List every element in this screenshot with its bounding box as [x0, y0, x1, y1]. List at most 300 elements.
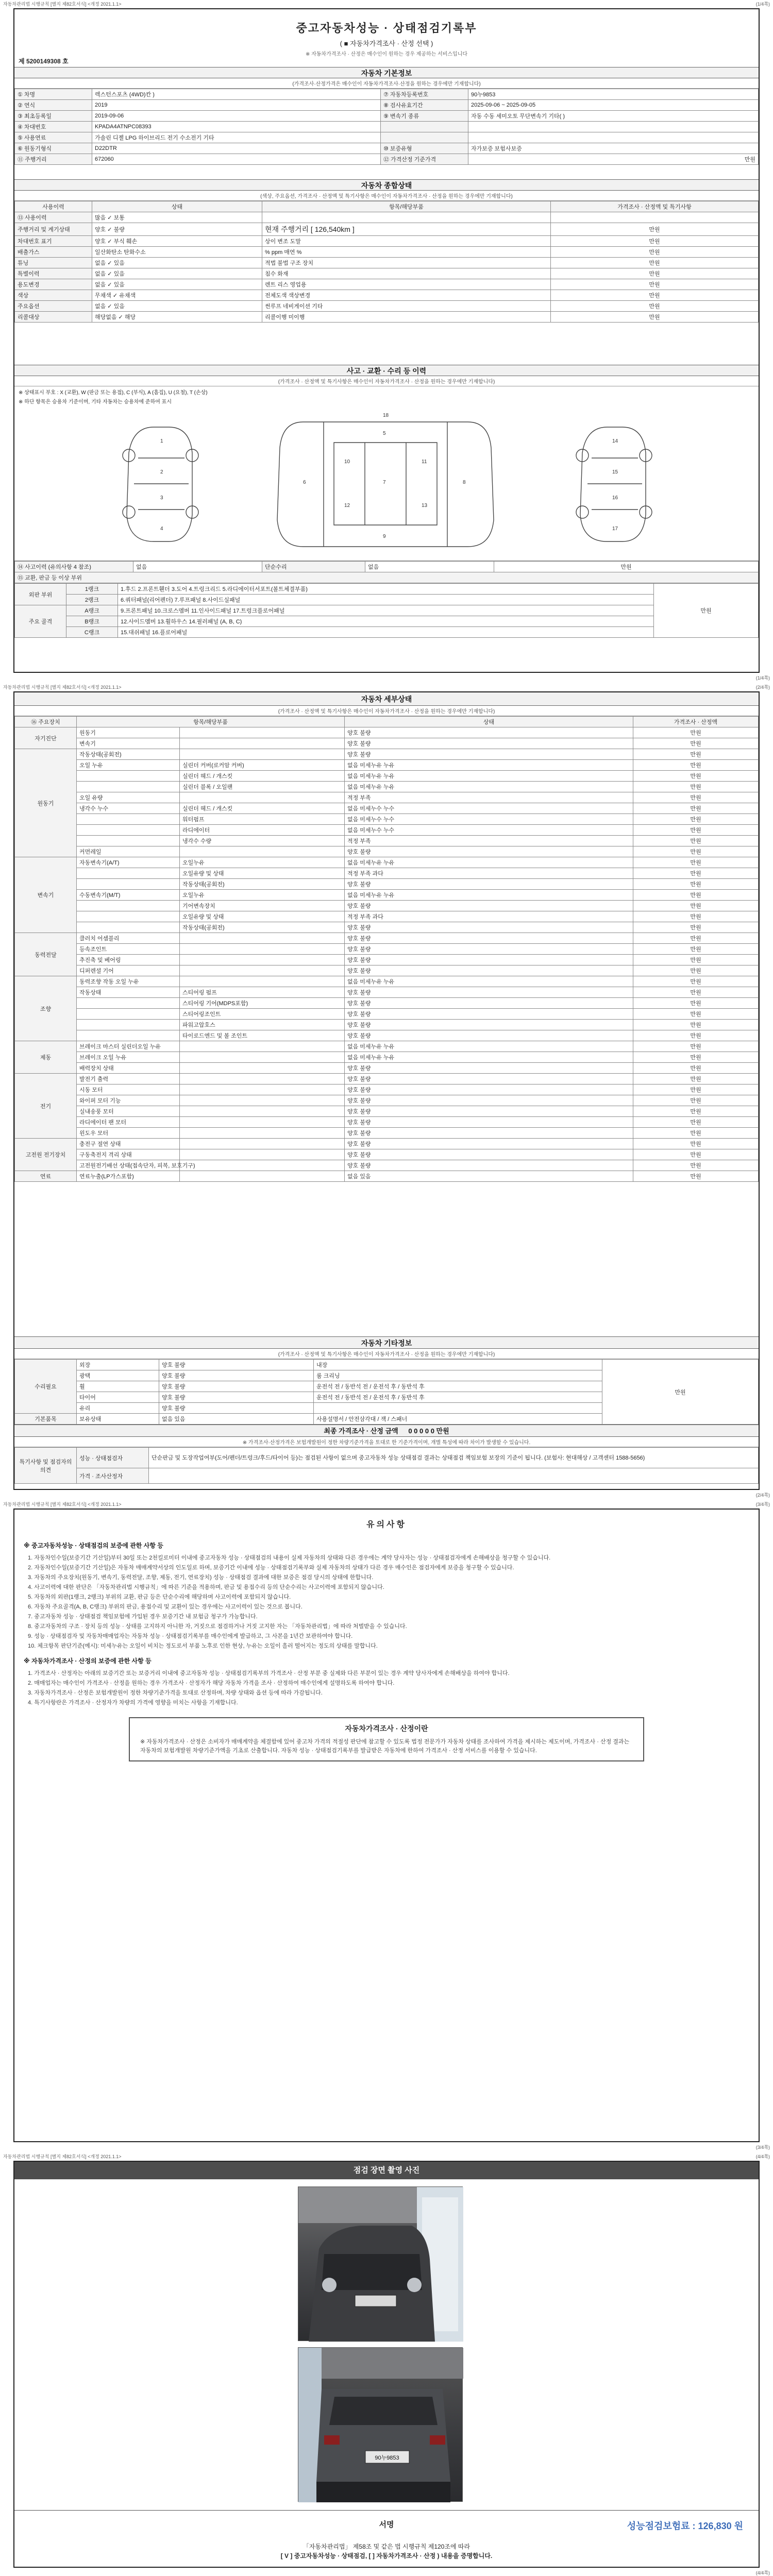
notice-item: 7. 중고자동차 성능 · 상태점검 책임보험에 가입된 경우 보증기간 내 보험금 청구가 가능합니다. [28, 1614, 258, 1620]
detail-status: 양호 불량 [345, 933, 633, 944]
detail-row [15, 1030, 759, 1041]
detail-status: 양호 불량 [345, 1009, 633, 1020]
part-number-label: 15 [612, 469, 618, 475]
detail-item: 작동상태 [77, 987, 180, 998]
detail-status: 적정 부족 과다 [345, 911, 633, 922]
etc-row: 기본품목 보유상태 없음 있음 사용설명서 / 안전삼각대 / 잭 / 스패너 [15, 1414, 759, 1425]
detail-status: 양호 불량 [345, 955, 633, 965]
detail-group-label: 조향 [15, 976, 77, 1041]
detail-price: 만원 [633, 825, 759, 836]
detail-item [180, 933, 345, 944]
detail-group-label: 동력전달 [15, 933, 77, 976]
page-footer: (4/4쪽) [755, 2570, 770, 2575]
detail-item: 커먼레일 [77, 846, 180, 857]
mileage-value: 672060 [92, 154, 381, 165]
detail-price: 만원 [633, 803, 759, 814]
detail-price: 만원 [633, 792, 759, 803]
detail-item: 클러치 어셈블리 [77, 933, 180, 944]
detail-price: 만원 [633, 836, 759, 846]
detail-item: 오일유량 및 상태 [180, 911, 345, 922]
detail-item [180, 738, 345, 749]
etc-row: 타이어 양호 불량 운전석 전 / 동반석 전 / 운전석 후 / 동반석 후 [15, 1392, 759, 1403]
photo-front-image [298, 2187, 463, 2342]
price-appraisal-title: 자동차가격조사 · 산정이란 [345, 1724, 428, 1733]
detail-item: 냉각수 누수 [77, 803, 180, 814]
notice-item: 3. 자동차의 주요장치(원동기, 변속기, 동력전달, 조향, 제동, 전기, 연료장치) 성능 · 상태점검 결과에 대한 보증은 점검 당시의 상태에 한합니다. [28, 1574, 374, 1581]
running-header: 자동차관리법 시행규칙 [별지 제82호서식] <개정 2021.1.1> (2/4쪽) [3, 685, 770, 690]
insurance-fee: 성능점검보험료 : 126,830 원 [627, 2521, 743, 2531]
notice-item: 1. 가격조사 · 산정자는 아래의 보증기간 또는 보증거리 이내에 중고자동차 성능 · 상태점검기록부의 가격조사 · 산정 부분 중 실제와 다른 부분이 있는 경우 계약 당사자에게 손해배상을 하여야 합니다. [28, 1670, 510, 1676]
part-number-label: 3 [160, 495, 163, 501]
notice-item: 2. 매매업자는 매수인이 가격조사 · 산정을 원하는 경우 가격조사 · 산정자가 해당 자동차 가격을 조사 · 산정하여 매수인에게 설명하도록 하여야 합니다. [28, 1680, 395, 1686]
detail-row [15, 782, 759, 792]
running-header: 자동차관리법 시행규칙 [별지 제82호서식] <개정 2021.1.1> (1/4쪽) [3, 2, 770, 7]
detail-price: 만원 [633, 998, 759, 1009]
detail-price: 만원 [633, 1041, 759, 1052]
detail-item [180, 1095, 345, 1106]
detail-status: 없음 미세누유 누유 [345, 1052, 633, 1063]
detail-status: 양호 불량 [345, 1139, 633, 1149]
detail-group-label: 제동 [15, 1041, 77, 1074]
detail-item: 라디에이터 [180, 825, 345, 836]
detail-price: 만원 [633, 879, 759, 890]
detail-status: 양호 불량 [345, 987, 633, 998]
etc-row: 휠 양호 불량 운전석 전 / 동반석 전 / 운전석 후 / 동반석 후 [15, 1381, 759, 1392]
etc-title: 자동차 기타정보 [14, 1336, 759, 1349]
detail-item [180, 792, 345, 803]
detail-price: 만원 [633, 1171, 759, 1182]
detail-price: 만원 [633, 1117, 759, 1128]
detail-row [15, 771, 759, 782]
detail-item [180, 965, 345, 976]
remark-row: 특기사항 및 점검자의 의견 성능 · 상태점검자 단순판금 및 도장작업여부(도어/펜더/트렁크/후드/타이어 등)는 점검된 사항이 없으며 중고자동차 성능 상태점검 결과는 상태점검 책임보험 보장의 기준이 됩니다. (보험사: 현대해상 / 고객센터 1588-5656) [15, 1448, 759, 1468]
detail-price: 만원 [633, 1052, 759, 1063]
document-subtitle: ( ■ 자동차가격조사 · 산정 선택 ) [340, 40, 433, 47]
detail-status: 양호 불량 [345, 1030, 633, 1041]
detail-row [15, 727, 759, 738]
detail-status: 양호 불량 [345, 1095, 633, 1106]
final-price-note: ※ 가격조사·산정가격은 보험개발원이 정한 차량기준가격을 토대로 한 기준가격이며, 개별 특성에 따라 차이가 발생할 수 있습니다. [14, 1437, 759, 1447]
final-price-row: 최종 가격조사 · 산정 금액 0 0 0 0 0 만원 [14, 1425, 759, 1437]
detail-group-label: 전기 [15, 1074, 77, 1139]
detail-row [15, 1160, 759, 1171]
detail-item [180, 1128, 345, 1139]
part-number-label: 7 [383, 480, 386, 485]
detail-item [77, 825, 180, 836]
detail-status: 양호 불량 [345, 1063, 633, 1074]
detail-row [15, 760, 759, 771]
detail-status: 적정 부족 과다 [345, 868, 633, 879]
document-title: 중고자동차성능 · 상태점검기록부 [296, 22, 477, 35]
detail-item: 실린더 헤드 / 개스킷 [180, 803, 345, 814]
detail-row [15, 955, 759, 965]
accident-legend: ※ 상태표시 부호 : X (교환), W (판금 또는 용접), C (부식), A (흠집), U (요철), T (손상) [19, 390, 208, 396]
detail-price: 만원 [633, 1009, 759, 1020]
detail-item: 수동변속기(M/T) [77, 890, 180, 901]
detail-item: 실내송풍 모터 [77, 1106, 180, 1117]
detail-price: 만원 [633, 1139, 759, 1149]
detail-row [15, 911, 759, 922]
detail-item [180, 1171, 345, 1182]
detail-price: 만원 [633, 1020, 759, 1030]
rank-row: 외판 부위 1랭크 1.후드 2.프론트휀더 3.도어 4.트렁크리드 5.라디에이터서포트(볼트체결부품) 만원 [15, 584, 759, 595]
detail-status: 양호 불량 [345, 1117, 633, 1128]
detail-item: 작동상태(공회전) [77, 749, 180, 760]
basic-row: ⑪ 주행거리 672060 ⑫ 가격산정 기준가격 만원 [15, 154, 759, 165]
detail-item: 기어변속장치 [180, 901, 345, 911]
accident-title: 사고 · 교환 · 수리 등 이력 [14, 365, 759, 376]
detail-status: 없음 미세누수 누수 [345, 803, 633, 814]
rank-table [14, 583, 759, 638]
outer-part-header: ⑮ 교환, 판금 등 이상 부위 [15, 572, 759, 583]
detail-item [180, 1074, 345, 1084]
detail-item: 디퍼렌셜 기어 [77, 965, 180, 976]
part-number-label: 10 [344, 459, 350, 465]
detail-item [180, 1117, 345, 1128]
basic-row: ① 차명 렉스턴스포츠 (4WD)칸 ) ⑦ 자동차등록번호 90누9853 [15, 89, 759, 100]
detail-price: 만원 [633, 944, 759, 955]
detail-group-label: 고전원 전기장치 [15, 1139, 77, 1171]
etc-row: 유리 양호 불량 [15, 1403, 759, 1414]
inspection-sheet-page2 [13, 691, 760, 1490]
detail-item: 오일 유량 [77, 792, 180, 803]
detail-row [15, 922, 759, 933]
part-number-label: 9 [383, 534, 386, 539]
rank-row: 주요 골격 A랭크 9.프론트패널 10.크로스멤버 11.인사이드패널 17.트렁크플로어패널 [15, 605, 759, 616]
simple-repair-value: 없음 [365, 562, 494, 572]
detail-table [14, 716, 759, 1182]
price-appraisal-text: ※ 자동차가격조사 · 산정은 소비자가 매매계약을 체결함에 있어 중고차 가격의 적절성 판단에 참고할 수 있도록 법정 전문가가 자동차 상태를 조사하여 가격을 제시하는 제도이며, 가격조사 · 산정 결과는 자동차의 보험개발원 차량기준가액을 기초로 산출합니다. 자동차 성능 · 상태점검기록부를 발급받은 자동차에 한하여 가격조사 · 산정 서비스를 이용할 수 있습니다. [140, 1739, 630, 1754]
basic-row: ④ 차대번호 KPADA4ATNPC08393 [15, 122, 759, 132]
detail-row [15, 976, 759, 987]
notice-title: 유의사항 [366, 1520, 407, 1529]
detail-item: 타이로드엔드 및 볼 조인트 [180, 1030, 345, 1041]
detail-price: 만원 [633, 857, 759, 868]
license-plate: 90누9853 [375, 2455, 399, 2461]
detail-item [180, 1106, 345, 1117]
detail-price: 만원 [633, 1149, 759, 1160]
detail-status: 없음 미세누유 누유 [345, 760, 633, 771]
part-number-label: 17 [612, 526, 618, 532]
detail-price: 만원 [633, 955, 759, 965]
part-number-label: 13 [422, 503, 428, 509]
detail-row [15, 1095, 759, 1106]
notice-section-1-list [14, 1554, 759, 1650]
detail-item: 오일누유 [180, 890, 345, 901]
part-number-label: 4 [160, 526, 163, 532]
detail-note: (가격조사 · 산정액 및 특기사항은 매수인이 자동차가격조사 · 산정을 원하는 경우에만 기재합니다) [14, 706, 759, 716]
notice-item: 10. 체크항목 판단기준(예시): 미세누유는 오일이 비치는 정도로서 부품 노후로 인한 현상, 누유는 오일이 흘러 떨어지는 정도의 상태를 말합니다. [28, 1643, 378, 1649]
detail-price: 만원 [633, 922, 759, 933]
detail-status: 양호 불량 [345, 1149, 633, 1160]
detail-status: 양호 불량 [345, 944, 633, 955]
detail-status: 양호 불량 [345, 1106, 633, 1117]
summary-row: 주요옵션 없음 ✓ 있음 썬루프 네비게이션 기타 만원 [15, 301, 759, 312]
notice-item: 9. 성능 · 상태점검자 및 자동차매매업자는 자동차 성능 · 상태점검기록부를 매수인에게 발급하고, 그 사본을 1년간 보관하여야 합니다. [28, 1633, 353, 1639]
part-number-label: 5 [383, 431, 386, 436]
detail-item [77, 868, 180, 879]
detail-status: 양호 불량 [345, 1128, 633, 1139]
detail-item: 작동상태(공회전) [180, 879, 345, 890]
detail-price: 만원 [633, 1074, 759, 1084]
basic-info-table [14, 89, 759, 165]
detail-status: 양호 불량 [345, 901, 633, 911]
detail-status: 양호 불량 [345, 922, 633, 933]
summary-table [14, 201, 759, 323]
detail-item: 등속조인트 [77, 944, 180, 955]
detail-group-label: 연료 [15, 1171, 77, 1182]
summary-title: 자동차 종합상태 [14, 179, 759, 191]
notice-item: 6. 자동차 주요골격(A, B, C랭크) 부위의 판금, 용접수리 및 교환이 있는 경우에는 사고이력이 있는 것으로 봅니다. [28, 1604, 303, 1610]
summary-row: 특별이력 없음 ✓ 있음 침수 화재 만원 [15, 268, 759, 279]
car-outline-drawing [14, 406, 759, 561]
rank-row: B랭크 12.사이드멤버 13.휠하우스 14.필러패널 (A, B, C) [15, 616, 759, 627]
notice-item: 2. 자동차인수일(보증기간 기산일)은 자동차 매매계약서상의 인도일로 하며, 보증기간 이내에 성능 · 상태점검기록부와 실제 자동차의 상태가 다른 경우 매수인은 점검자에게 보증을 청구할 수 있습니다. [28, 1565, 514, 1571]
notice-item: 4. 특기사항란은 가격조사 · 산정자가 차량의 가격에 영향을 미치는 사항을 기재합니다. [28, 1700, 238, 1706]
detail-item: 충전구 절연 상태 [77, 1139, 180, 1149]
detail-row [15, 803, 759, 814]
detail-row [15, 1139, 759, 1149]
detail-price: 만원 [633, 901, 759, 911]
summary-row: ⑬ 사용이력 많음 ✓ 보통 [15, 212, 759, 223]
part-number-label: 2 [160, 469, 163, 475]
page-footer: (1/4쪽) [755, 675, 770, 681]
inspection-sheet-page1 [13, 8, 760, 673]
rank-row: C랭크 15.대쉬패널 16.플로어패널 [15, 627, 759, 638]
detail-item [180, 955, 345, 965]
detail-item: 스티어링 펌프 [180, 987, 345, 998]
part-number-label: 11 [422, 459, 427, 465]
basic-info-title: 자동차 기본정보 [14, 67, 759, 78]
detail-item [77, 836, 180, 846]
detail-row [15, 933, 759, 944]
notice-item: 1. 자동차인수일(보증기간 기산일)부터 30일 또는 2천킬로미터 이내에 중고자동차 성능 · 상태점검의 내용이 실제 자동차의 상태와 다른 경우에는 계약 당사자는 성능 · 상태점검자에게 손해배상을 청구할 수 있습니다. [28, 1555, 551, 1561]
accident-history-value: 없음 [133, 562, 262, 572]
detail-price: 만원 [633, 1128, 759, 1139]
detail-row [15, 868, 759, 879]
certification-footer: 「자동차관리법」 제58조 및 같은 법 시행규칙 제120조에 따라 [ V ] 중고자동차성능 · 상태점검, [ ] 자동차가격조사 · 산정 ) 내용을 증명합니다. [280, 2543, 493, 2560]
inspector-remark: 단순판금 및 도장작업여부(도어/펜더/트렁크/후드/타이어 등)는 점검된 사항이 없으며 중고자동차 성능 상태점검 결과는 상태점검 책임보험 보장의 기준이 됩니다. (보험사: 현대해상 / 고객센터 1588-5656) [149, 1448, 759, 1468]
detail-status: 양호 불량 [345, 1020, 633, 1030]
detail-header-row: ⑯ 주요장치 항목/해당부품 상태 가격조사 · 산정액 [15, 717, 759, 727]
remark-table [14, 1447, 759, 1484]
notice-section-1-title: ※ 중고자동차성능 · 상태점검의 보증에 관한 사항 등 [24, 1542, 163, 1549]
photo-section-title: 점검 장면 촬영 사진 [14, 2162, 759, 2179]
detail-price: 만원 [633, 965, 759, 976]
basic-row: ③ 최초등록일 2019-09-06 ⑨ 변속기 종류 자동 수동 세미오토 무단변속기 기타( ) [15, 111, 759, 122]
detail-item: 실린더 블록 / 오일팬 [180, 782, 345, 792]
detail-item [180, 944, 345, 955]
detail-price: 만원 [633, 1030, 759, 1041]
detail-status: 양호 불량 [345, 727, 633, 738]
summary-row: 리콜대상 해당없음 ✓ 해당 리콜이행 미이행 만원 [15, 312, 759, 323]
summary-section [14, 179, 759, 323]
part-number-label: 14 [612, 438, 618, 444]
detail-row [15, 1020, 759, 1030]
notice-section-2-list [14, 1669, 759, 1707]
signature-row [14, 2510, 759, 2539]
detail-item: 구동축전지 격리 상태 [77, 1149, 180, 1160]
detail-item [77, 1009, 180, 1020]
photo-page [13, 2161, 760, 2568]
detail-item: 자동변속기(A/T) [77, 857, 180, 868]
detail-item [180, 976, 345, 987]
inspection-photo-rear [298, 2347, 463, 2502]
part-number-label: 16 [612, 495, 618, 501]
detail-price: 만원 [633, 727, 759, 738]
detail-price: 만원 [633, 1160, 759, 1171]
current-mileage: 현재 주행거리 [ 126,540km ] [262, 223, 551, 236]
detail-price: 만원 [633, 782, 759, 792]
detail-item [77, 1020, 180, 1030]
detail-status: 양호 불량 [345, 1084, 633, 1095]
detail-status: 적정 부족 [345, 836, 633, 846]
part-number-label: 18 [383, 413, 389, 418]
basic-row: ⑥ 원동기형식 D22DTR ⑩ 보증유형 자가보증 보험사보증 [15, 143, 759, 154]
detail-item [180, 1160, 345, 1171]
detail-item: 파워고압호스 [180, 1020, 345, 1030]
detail-status: 양호 불량 [345, 738, 633, 749]
detail-row [15, 1128, 759, 1139]
detail-item: 연료누출(LP가스포함) [77, 1171, 180, 1182]
detail-item [77, 1030, 180, 1041]
detail-item: 와이퍼 모터 기능 [77, 1095, 180, 1106]
detail-row [15, 1041, 759, 1052]
detail-row [15, 890, 759, 901]
detail-price: 만원 [633, 749, 759, 760]
detail-status: 적정 부족 [345, 792, 633, 803]
detail-price: 만원 [633, 738, 759, 749]
notice-item: 5. 자동차의 외판(1랭크, 2랭크) 부위의 교환, 판금 등은 단순수리에 해당하며 사고이력에 포함되지 않습니다. [28, 1594, 291, 1600]
detail-group-label: 변속기 [15, 857, 77, 933]
detail-row [15, 1117, 759, 1128]
detail-item: 스티어링 기어(MDPS포함) [180, 998, 345, 1009]
detail-item: 브레이크 마스터 실린더오일 누유 [77, 1041, 180, 1052]
detail-status: 없음 미세누유 누유 [345, 771, 633, 782]
detail-item: 추진축 및 베어링 [77, 955, 180, 965]
detail-item [77, 911, 180, 922]
price-appraisal-box [129, 1717, 644, 1761]
detail-status: 양호 불량 [345, 846, 633, 857]
signature-label: 서명 [379, 2520, 394, 2529]
detail-row [15, 749, 759, 760]
detail-item: 워터펌프 [180, 814, 345, 825]
detail-item: 시동 모터 [77, 1084, 180, 1095]
detail-row [15, 901, 759, 911]
detail-row [15, 1074, 759, 1084]
detail-item: 동력조향 작동 오일 누유 [77, 976, 180, 987]
detail-row [15, 857, 759, 868]
detail-row [15, 1171, 759, 1182]
detail-row [15, 1052, 759, 1063]
detail-title: 자동차 세부상태 [14, 692, 759, 706]
detail-item: 고전원전기배선 상태(접속단자, 피복, 보호기구) [77, 1160, 180, 1171]
summary-row: 차대번호 표기 양호 ✓ 부식 훼손 상이 변조 도말 만원 [15, 236, 759, 247]
detail-row [15, 998, 759, 1009]
record-number: 제 5200149308 호 [19, 58, 69, 65]
detail-status: 양호 불량 [345, 749, 633, 760]
document-header [14, 9, 759, 57]
running-header: 자동차관리법 시행규칙 [별지 제82호서식] <개정 2021.1.1> (3/4쪽) [3, 1502, 770, 1507]
detail-price: 만원 [633, 1063, 759, 1074]
detail-status: 양호 불량 [345, 1074, 633, 1084]
detail-price: 만원 [633, 890, 759, 901]
detail-status: 양호 불량 [345, 879, 633, 890]
detail-item [180, 1149, 345, 1160]
detail-status: 없음 미세누유 누유 [345, 782, 633, 792]
detail-status: 양호 불량 [345, 965, 633, 976]
detail-item [180, 749, 345, 760]
photo-rear-image [298, 2348, 463, 2502]
detail-status: 양호 불량 [345, 998, 633, 1009]
detail-item [180, 727, 345, 738]
detail-item [180, 1052, 345, 1063]
detail-price: 만원 [633, 976, 759, 987]
summary-row: 용도변경 없음 ✓ 있음 렌트 리스 영업용 만원 [15, 279, 759, 290]
accident-history-row: ⑭ 사고이력 (유의사항 4 참조) 없음 단순수리 없음 만원 [15, 562, 759, 572]
detail-row [15, 738, 759, 749]
car-damage-diagram [14, 406, 759, 561]
detail-row [15, 836, 759, 846]
detail-row [15, 879, 759, 890]
detail-price: 만원 [633, 771, 759, 782]
detail-row [15, 814, 759, 825]
detail-item: 변속기 [77, 738, 180, 749]
detail-item [180, 1041, 345, 1052]
detail-item: 냉각수 수량 [180, 836, 345, 846]
summary-row: 배출가스 일산화탄소 탄화수소 % ppm 매연 % 만원 [15, 247, 759, 258]
notice-page [13, 1509, 760, 2142]
etc-row: 수리필요 외장 양호 불량 내장 만원 [15, 1360, 759, 1370]
detail-item [180, 1139, 345, 1149]
detail-item [77, 771, 180, 782]
rank-row: 2랭크 6.쿼터패널(리어펜더) 7.루프패널 8.사이드실패널 [15, 595, 759, 605]
summary-row: 색상 무채색 ✓ 유채색 전체도색 색상변경 만원 [15, 290, 759, 301]
inspection-photo-front [298, 2187, 463, 2341]
detail-item [77, 782, 180, 792]
notice-item: 8. 중고자동차의 구조 · 장치 등의 성능 · 상태를 고지하지 아니한 자, 거짓으로 점검하거나 거짓 고지한 자는 「자동차관리법」에 따라 처벌받을 수 있습니다. [28, 1623, 407, 1630]
detail-item [180, 1063, 345, 1074]
detail-status: 없음 있음 [345, 1171, 633, 1182]
detail-status: 없음 미세누유 누유 [345, 1041, 633, 1052]
detail-row [15, 1084, 759, 1095]
part-number-label: 6 [303, 480, 306, 485]
detail-price: 만원 [633, 933, 759, 944]
detail-item: 배력장치 상태 [77, 1063, 180, 1074]
detail-price: 만원 [633, 987, 759, 998]
detail-row [15, 965, 759, 976]
detail-item: 오일누유 [180, 857, 345, 868]
detail-item: 원동기 [77, 727, 180, 738]
accident-legend-2: ※ 하단 항목은 승용차 기준이며, 기타 자동차는 승용차에 준하여 표시 [19, 399, 172, 405]
detail-price: 만원 [633, 814, 759, 825]
detail-row [15, 825, 759, 836]
detail-item [180, 846, 345, 857]
accident-section [14, 365, 759, 638]
document-notice-line: ※ 자동차가격조사 · 산정은 매수인이 원하는 경우 제공하는 서비스입니다 [305, 52, 468, 57]
detail-price: 만원 [633, 911, 759, 922]
detail-item: 오일유량 및 상태 [180, 868, 345, 879]
detail-status: 양호 불량 [345, 1160, 633, 1171]
summary-header-row: 사용이력 상태 항목/해당부품 가격조사 · 산정액 및 특기사항 [15, 201, 759, 212]
detail-price: 만원 [633, 868, 759, 879]
detail-status: 없음 미세누수 누수 [345, 825, 633, 836]
detail-row [15, 1106, 759, 1117]
final-price-amount: 0 0 0 0 0 만원 [408, 1427, 449, 1435]
detail-item: 실린더 커버(로커암 커버) [180, 760, 345, 771]
basic-row: ② 연식 2019 ⑧ 검사유효기간 2025-09-06 ~ 2025-09-05 [15, 100, 759, 111]
detail-item: 스티어링조인트 [180, 1009, 345, 1020]
